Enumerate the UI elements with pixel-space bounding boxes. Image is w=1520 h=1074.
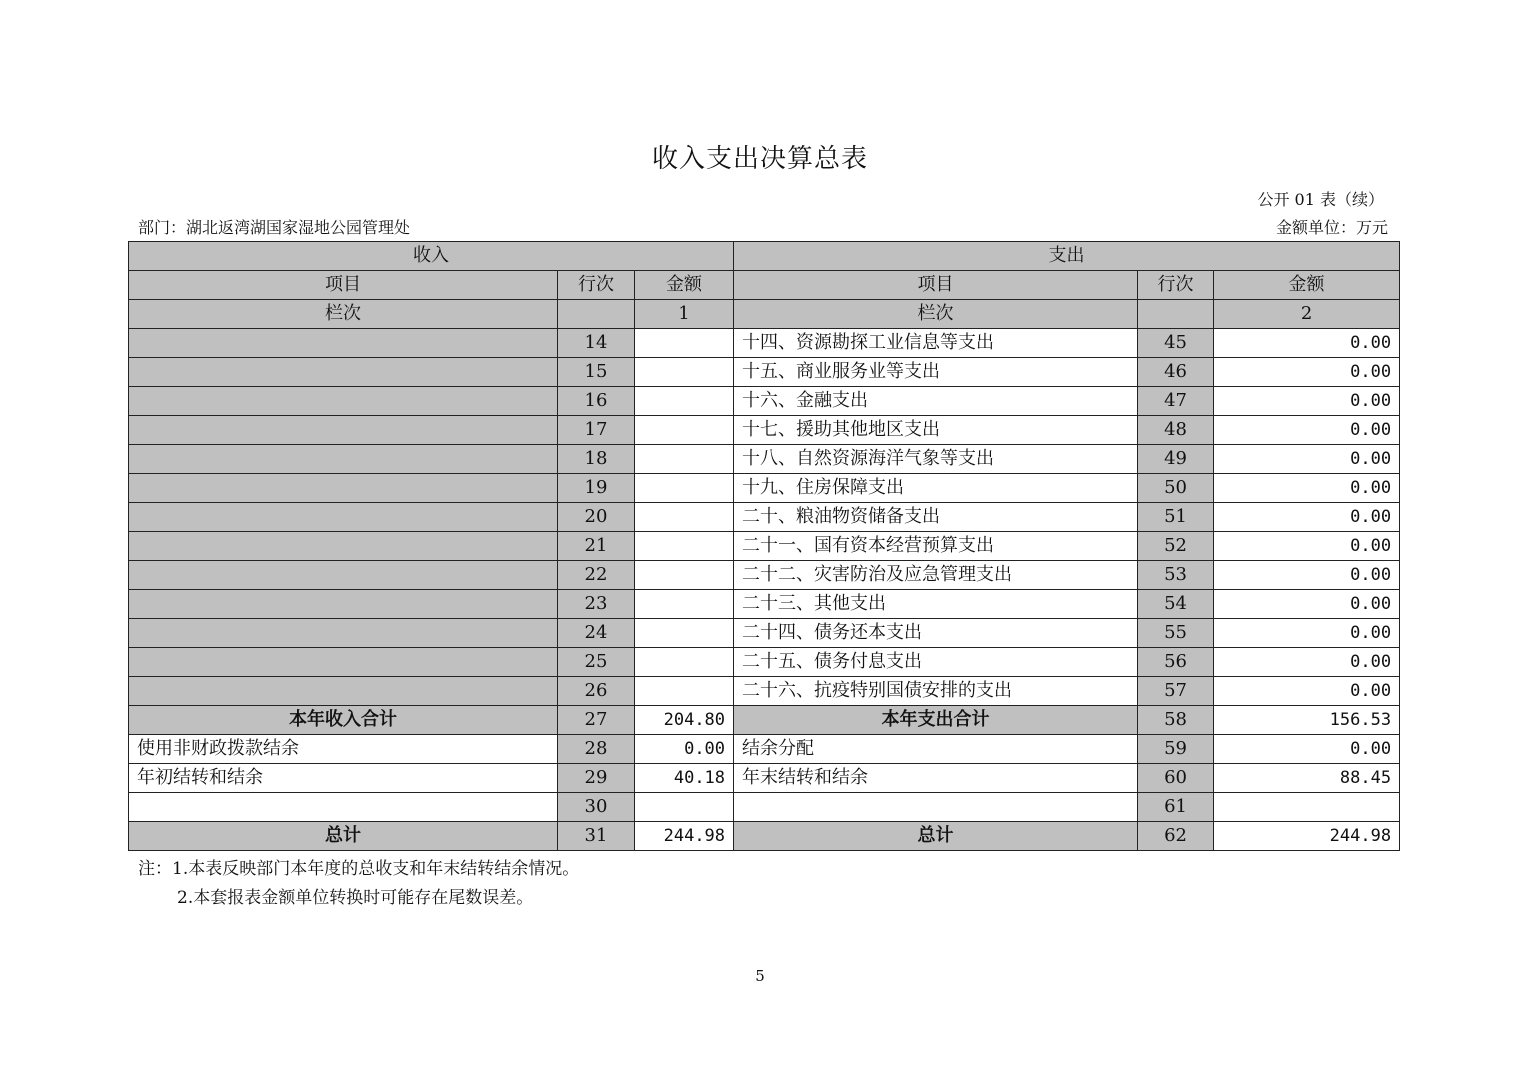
income-line-cell: 28 [558,735,635,764]
expense-amount-cell [1214,793,1400,822]
income-line-cell: 16 [558,387,635,416]
expense-column-number: 2 [1214,300,1400,329]
income-amount-cell [635,474,734,503]
expense-line-cell: 47 [1138,387,1214,416]
table-row [129,416,1400,445]
income-item-cell [129,677,558,706]
expense-amount-cell: 0.00 [1214,329,1400,358]
income-amount-cell: 204.80 [635,706,734,735]
expense-line-cell: 50 [1138,474,1214,503]
income-amount-cell: 244.98 [635,822,734,851]
income-amount-cell [635,358,734,387]
income-amount-cell [635,619,734,648]
table-row [129,387,1400,416]
expense-item-cell: 二十六、抗疫特别国债安排的支出 [734,677,1138,706]
table-row [129,793,1400,822]
income-line-cell: 24 [558,619,635,648]
expense-amount-cell: 0.00 [1214,387,1400,416]
income-item-cell [129,590,558,619]
expense-item-cell: 二十、粮油物资储备支出 [734,503,1138,532]
expense-item-cell: 十八、自然资源海洋气象等支出 [734,445,1138,474]
income-amount-cell: 40.18 [635,764,734,793]
grand-total-row [129,822,1400,851]
table-row [129,503,1400,532]
expense-line-cell: 53 [1138,561,1214,590]
income-line-cell: 26 [558,677,635,706]
income-column-label: 栏次 [129,300,558,329]
income-amount-cell [635,445,734,474]
income-column-line-blank [558,300,635,329]
income-item-cell [129,358,558,387]
expense-line-cell: 59 [1138,735,1214,764]
income-amount-header: 金额 [635,271,734,300]
expense-line-cell: 49 [1138,445,1214,474]
expense-item-cell: 二十一、国有资本经营预算支出 [734,532,1138,561]
expense-line-cell: 45 [1138,329,1214,358]
table-row [129,445,1400,474]
income-item-cell [129,416,558,445]
income-line-cell: 30 [558,793,635,822]
expense-item-cell: 十七、援助其他地区支出 [734,416,1138,445]
income-line-cell: 25 [558,648,635,677]
table-row [129,358,1400,387]
table-row [129,764,1400,793]
note-2: 2.本套报表金额单位转换时可能存在尾数误差。 [177,888,534,908]
income-line-header: 行次 [558,271,635,300]
expense-item-cell: 二十四、债务还本支出 [734,619,1138,648]
income-item-cell: 年初结转和结余 [129,764,558,793]
expense-amount-cell: 156.53 [1214,706,1400,735]
income-amount-cell [635,503,734,532]
expense-amount-cell: 0.00 [1214,416,1400,445]
income-item-cell [129,793,558,822]
table-row [129,735,1400,764]
income-line-cell: 31 [558,822,635,851]
notes [138,855,579,913]
income-item-cell [129,387,558,416]
header-row-section [129,242,1400,271]
expense-item-cell: 十四、资源勘探工业信息等支出 [734,329,1138,358]
expense-item-cell: 二十三、其他支出 [734,590,1138,619]
note-1: 注：1.本表反映部门本年度的总收支和年末结转结余情况。 [138,859,580,879]
income-amount-cell [635,648,734,677]
expense-amount-header: 金额 [1214,271,1400,300]
expense-line-header: 行次 [1138,271,1214,300]
expense-amount-cell: 0.00 [1214,648,1400,677]
expense-header: 支出 [734,242,1400,271]
expense-line-cell: 46 [1138,358,1214,387]
income-amount-cell [635,677,734,706]
expense-amount-cell: 0.00 [1214,358,1400,387]
expense-item-cell: 二十二、灾害防治及应急管理支出 [734,561,1138,590]
expense-item-cell: 十六、金融支出 [734,387,1138,416]
expense-item-cell: 十九、住房保障支出 [734,474,1138,503]
income-line-cell: 27 [558,706,635,735]
expense-column-label: 栏次 [734,300,1138,329]
header-row-column-index [129,300,1400,329]
expense-item-cell: 十五、商业服务业等支出 [734,358,1138,387]
expense-amount-cell: 0.00 [1214,503,1400,532]
expense-amount-cell: 0.00 [1214,532,1400,561]
income-item-cell: 总计 [129,822,558,851]
expense-line-cell: 62 [1138,822,1214,851]
income-line-cell: 15 [558,358,635,387]
expense-item-cell: 本年支出合计 [734,706,1138,735]
income-amount-cell [635,387,734,416]
expense-item-cell: 结余分配 [734,735,1138,764]
table-row [129,648,1400,677]
expense-line-cell: 52 [1138,532,1214,561]
income-line-cell: 29 [558,764,635,793]
income-line-cell: 23 [558,590,635,619]
expense-line-cell: 61 [1138,793,1214,822]
expense-amount-cell: 0.00 [1214,677,1400,706]
income-line-cell: 14 [558,329,635,358]
expense-item-cell: 年末结转和结余 [734,764,1138,793]
expense-line-cell: 55 [1138,619,1214,648]
expense-line-cell: 48 [1138,416,1214,445]
expense-amount-cell: 88.45 [1214,764,1400,793]
expense-line-cell: 51 [1138,503,1214,532]
expense-amount-cell: 0.00 [1214,445,1400,474]
income-item-header: 项目 [129,271,558,300]
income-item-cell [129,503,558,532]
income-line-cell: 20 [558,503,635,532]
income-header: 收入 [129,242,734,271]
income-line-cell: 22 [558,561,635,590]
expense-amount-cell: 0.00 [1214,619,1400,648]
income-line-cell: 17 [558,416,635,445]
expense-column-line-blank [1138,300,1214,329]
income-item-cell [129,532,558,561]
income-item-cell [129,445,558,474]
income-item-cell [129,561,558,590]
expense-amount-cell: 244.98 [1214,822,1400,851]
expense-item-cell: 总计 [734,822,1138,851]
income-amount-cell [635,416,734,445]
unit-label: 金额单位：万元 [1275,218,1388,237]
income-amount-cell [635,793,734,822]
table-row [129,561,1400,590]
table-row [129,677,1400,706]
year-total-row [129,706,1400,735]
expense-line-cell: 57 [1138,677,1214,706]
table-row [129,532,1400,561]
table-row [129,619,1400,648]
department-label: 部门：湖北返湾湖国家湿地公园管理处 [138,218,411,237]
expense-amount-cell: 0.00 [1214,561,1400,590]
page-title: 收入支出决算总表 [651,144,868,174]
table-row [129,474,1400,503]
income-column-number: 1 [635,300,734,329]
expense-amount-cell: 0.00 [1214,474,1400,503]
income-amount-cell: 0.00 [635,735,734,764]
income-amount-cell [635,590,734,619]
income-line-cell: 21 [558,532,635,561]
income-amount-cell [635,329,734,358]
income-amount-cell [635,561,734,590]
income-line-cell: 19 [558,474,635,503]
expense-line-cell: 60 [1138,764,1214,793]
income-item-cell [129,474,558,503]
income-line-cell: 18 [558,445,635,474]
table-row [129,329,1400,358]
income-item-cell [129,648,558,677]
income-expense-table [128,241,1400,851]
expense-item-cell [734,793,1138,822]
income-item-cell: 本年收入合计 [129,706,558,735]
income-item-cell [129,329,558,358]
income-item-cell: 使用非财政拨款结余 [129,735,558,764]
header-row-columns [129,271,1400,300]
expense-amount-cell: 0.00 [1214,590,1400,619]
table-row [129,590,1400,619]
expense-line-cell: 58 [1138,706,1214,735]
expense-item-cell: 二十五、债务付息支出 [734,648,1138,677]
expense-line-cell: 54 [1138,590,1214,619]
expense-item-header: 项目 [734,271,1138,300]
income-item-cell [129,619,558,648]
income-amount-cell [635,532,734,561]
expense-line-cell: 56 [1138,648,1214,677]
expense-amount-cell: 0.00 [1214,735,1400,764]
page-number: 5 [755,967,765,985]
form-number: 公开 01 表（续） [1257,190,1384,209]
